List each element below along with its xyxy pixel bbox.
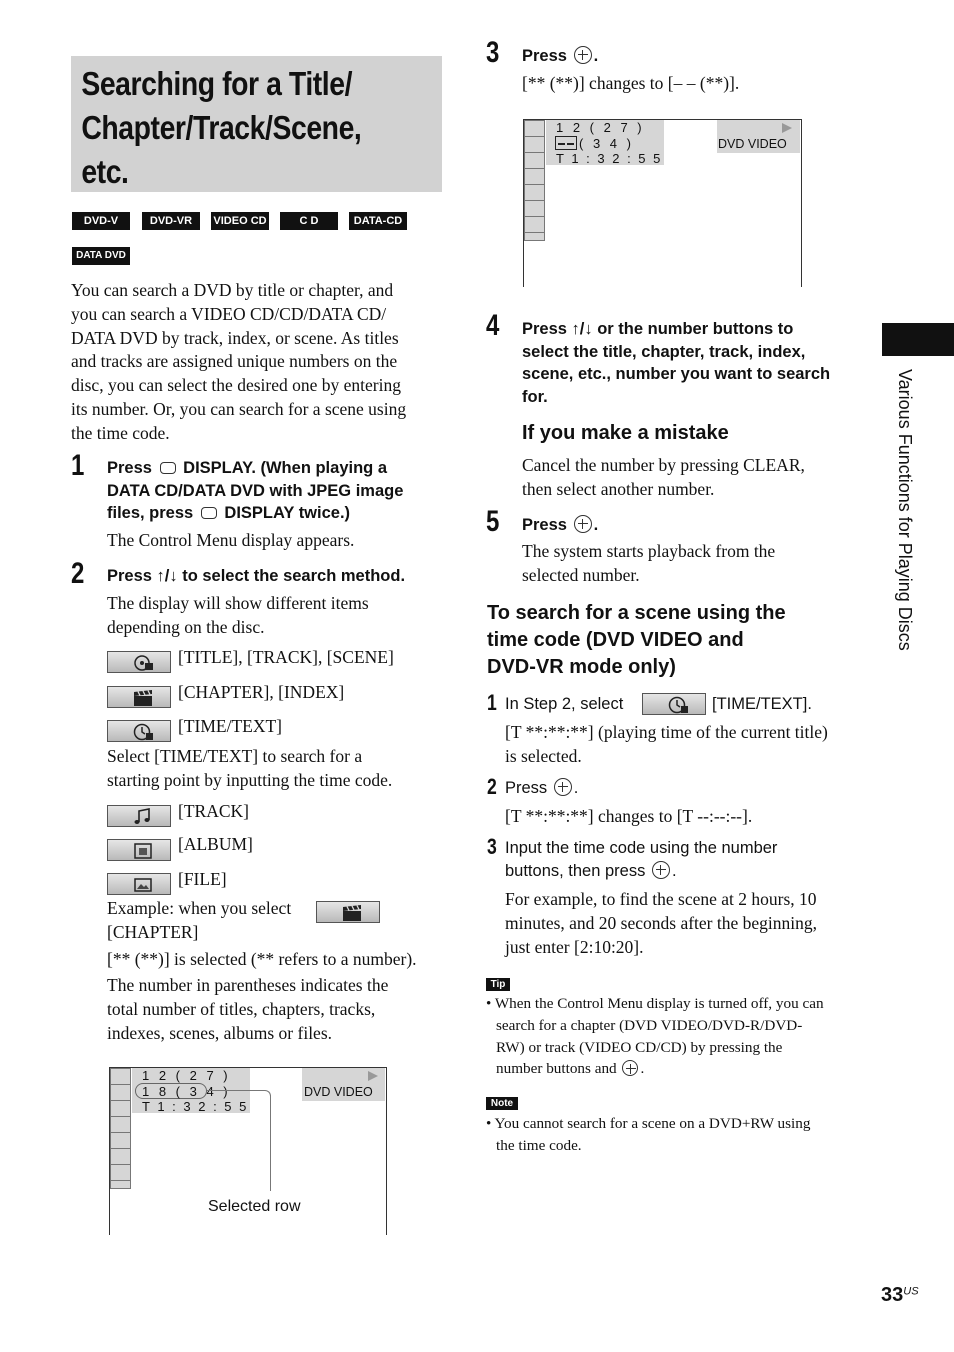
chapter-clapper-icon xyxy=(107,686,171,708)
timecode-step-3-text: Input the time code using the number buttons, then press . xyxy=(505,839,778,880)
osd-disc-type: DVD VIDEO xyxy=(304,1085,373,1099)
badge-dvd-vr: DVD-VR xyxy=(142,212,200,230)
timecode-step-1-label: [TIME/TEXT]. xyxy=(712,695,812,713)
example-chapter: [CHAPTER] xyxy=(107,922,199,942)
timecode-step-3-number: 3 xyxy=(487,834,497,859)
page-number: $33^{US}$ xyxy=(881,1284,919,1306)
parentheses-description: The number in parentheses indicates the total number of titles, chapters, tracks, indexes, scenes, albums or files. xyxy=(107,975,389,1043)
badge-video-cd: VIDEO CD xyxy=(211,212,269,230)
step-1-description: The Control Menu display appears. xyxy=(107,530,355,550)
step-1-instruction: Press DISPLAY. (When playing a DATA CD/DATA DVD with JPEG image files, press DISPLAY twice.) xyxy=(107,459,404,522)
step-4-number: 4 xyxy=(486,309,500,342)
icon-label-file: [FILE] xyxy=(178,869,227,889)
enter-button-icon xyxy=(554,778,572,796)
intro-paragraph: You can search a DVD by title or chapter, and you can search a VIDEO CD/CD/DATA CD/ DATA DVD by track, index, or scene. As titles and tracks are assigned unique numbers on the disc, you can select the desired one by entering its number. Or, you can search for a scene using the time code. xyxy=(71,280,407,443)
callout-line xyxy=(207,1090,271,1191)
mistake-description: Cancel the number by pressing CLEAR, then select another number. xyxy=(522,455,805,499)
timecode-step-2-number: 2 xyxy=(487,774,497,799)
example-selected: [** (**)] is selected (** refers to a number). xyxy=(107,949,417,969)
icon-label-chapter: [CHAPTER], [INDEX] xyxy=(178,682,345,702)
osd-row-1: 1 2 ( 2 7 ) xyxy=(556,120,645,135)
mistake-heading: If you make a mistake xyxy=(522,422,729,444)
album-icon xyxy=(107,839,171,861)
timecode-step-2-text: Press . xyxy=(505,779,579,797)
tip-label: Tip xyxy=(486,978,510,991)
osd-row-2: ( 3 4 ) xyxy=(579,136,634,151)
timecode-step-2-description: [T **:**:**] changes to [T --:--:--]. xyxy=(505,806,753,826)
file-image-icon xyxy=(107,873,171,895)
control-menu-screen-2 xyxy=(523,119,802,287)
timecode-step-1-text: In Step 2, select xyxy=(505,695,624,713)
step-5-number: 5 xyxy=(486,505,500,538)
section-tab-marker xyxy=(882,323,954,356)
timecode-step-1-number: 1 xyxy=(487,690,497,715)
icon-label-track: [TRACK] xyxy=(178,801,249,821)
page-title-box xyxy=(71,56,442,192)
time-text-description: Select [TIME/TEXT] to search for a starting point by inputting the time code. xyxy=(107,746,393,790)
note-text: • You cannot search for a scene on a DVD+RW using the time code. xyxy=(486,1115,811,1154)
chapter-clapper-icon xyxy=(316,901,380,923)
step-2-number: 2 xyxy=(71,557,85,590)
time-clock-icon xyxy=(107,720,171,742)
tip-text: • When the Control Menu display is turned off, you can search for a chapter (DVD VIDEO/DVD-R/DVD- RW) or track (VIDEO CD/CD) by pressing the number buttons and . xyxy=(486,995,824,1078)
timecode-heading: To search for a scene using the time code (DVD VIDEO and DVD-VR mode only) xyxy=(487,602,786,678)
timecode-step-1-description: [T **:**:**] (playing time of the current title) is selected. xyxy=(505,722,828,766)
step-4-instruction: Press ↑/↓ or the number buttons to select the title, chapter, track, index, scene, etc., number you want to search for. xyxy=(522,320,831,406)
osd-row-2: 1 8 ( 3 4 ) xyxy=(142,1084,231,1099)
dash-entry-box xyxy=(555,136,577,150)
step-3-instruction: Press . xyxy=(522,47,599,65)
menu-icon-column xyxy=(524,120,545,241)
icon-label-title: [TITLE], [TRACK], [SCENE] xyxy=(178,647,394,667)
page-title: Searching for a Title/ Chapter/Track/Scene, etc. xyxy=(81,65,362,190)
play-icon xyxy=(368,1071,378,1081)
badge-data-dvd: DATA DVD xyxy=(72,247,130,265)
section-sidebar-title: Various Functions for Playing Discs xyxy=(895,369,915,651)
icon-label-time: [TIME/TEXT] xyxy=(178,716,282,736)
osd-row-1: 1 2 ( 2 7 ) xyxy=(142,1068,231,1083)
step-3-description: [** (**)] changes to [– – (**)]. xyxy=(522,73,740,93)
step-2-instruction: Press ↑/↓ to select the search method. xyxy=(107,567,406,585)
display-button-icon xyxy=(201,507,217,519)
badge-data-cd: DATA-CD xyxy=(349,212,407,230)
control-menu-screen-1 xyxy=(109,1067,387,1235)
step-3-number: 3 xyxy=(486,36,500,69)
callout-label: Selected row xyxy=(208,1198,301,1215)
music-note-icon xyxy=(107,805,171,827)
timecode-step-3-description: For example, to find the scene at 2 hours, 10 minutes, and 20 seconds after the beginning, just enter [2:10:20]. xyxy=(505,889,818,957)
menu-icon-column xyxy=(110,1068,131,1189)
step-1-number: 1 xyxy=(71,449,85,482)
osd-row-3: T 1 : 3 2 : 5 5 xyxy=(142,1099,249,1114)
badge-cd: C D xyxy=(280,212,338,230)
enter-button-icon xyxy=(622,1060,638,1076)
play-icon xyxy=(782,123,792,133)
enter-button-icon xyxy=(652,861,670,879)
step-2-description: The display will show different items depending on the disc. xyxy=(107,593,369,637)
display-button-icon xyxy=(160,462,176,474)
badge-dvd-v: DVD-V xyxy=(72,212,130,230)
example-text: Example: when you select xyxy=(107,898,292,918)
osd-row-3: T 1 : 3 2 : 5 5 xyxy=(556,151,663,166)
time-clock-icon xyxy=(642,693,706,715)
step-5-description: The system starts playback from the selected number. xyxy=(522,541,776,585)
enter-button-icon xyxy=(574,46,592,64)
step-5-instruction: Press . xyxy=(522,516,599,534)
note-label: Note xyxy=(486,1097,518,1110)
icon-label-album: [ALBUM] xyxy=(178,834,253,854)
title-disc-icon xyxy=(107,651,171,673)
enter-button-icon xyxy=(574,515,592,533)
osd-disc-type: DVD VIDEO xyxy=(718,137,787,151)
